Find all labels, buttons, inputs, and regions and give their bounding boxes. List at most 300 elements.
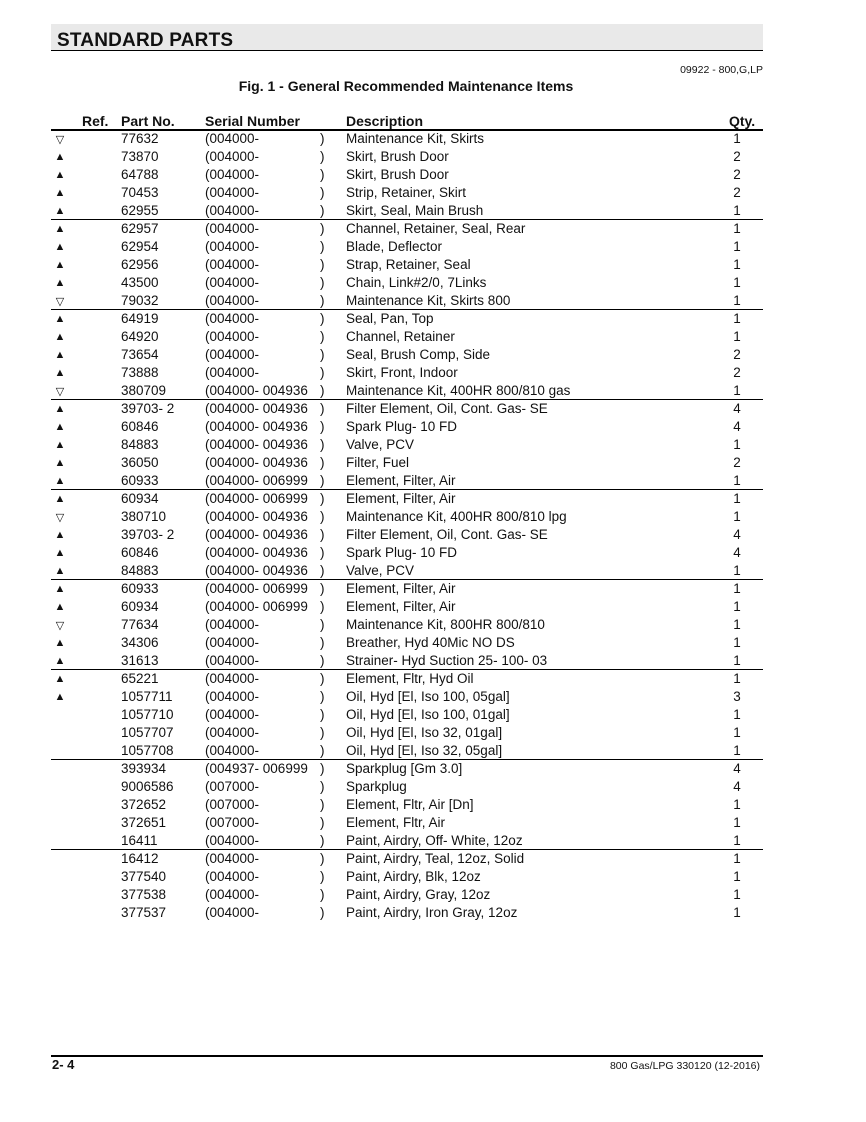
filled-triangle-icon: ▲ (54, 475, 66, 487)
serial-close: ) (320, 149, 325, 164)
table-row (0, 742, 866, 760)
description: Oil, Hyd [El, Iso 32, 01gal] (346, 725, 503, 740)
part-number: 77632 (121, 131, 159, 146)
table-row (0, 634, 866, 652)
quantity: 4 (733, 761, 741, 776)
serial-close: ) (320, 473, 325, 488)
serial-number: (004000- 004936 (205, 437, 308, 452)
quantity: 1 (733, 491, 741, 506)
quantity: 1 (733, 257, 741, 272)
table-row (0, 472, 866, 490)
serial-number: (004000- (205, 239, 260, 254)
filled-triangle-icon: ▲ (54, 601, 66, 613)
table-row (0, 508, 866, 526)
description: Paint, Airdry, Blk, 12oz (346, 869, 481, 884)
table-row (0, 454, 866, 472)
quantity: 1 (733, 239, 741, 254)
part-number: 372652 (121, 797, 167, 812)
table-row (0, 328, 866, 346)
table-row (0, 598, 866, 616)
parts-table (0, 130, 866, 922)
filled-triangle-icon: ▲ (54, 565, 66, 577)
footer-rule (51, 1055, 763, 1057)
filled-triangle-icon: ▲ (54, 547, 66, 559)
doc-code: 09922 - 800,G,LP (680, 64, 763, 76)
serial-close: ) (320, 635, 325, 650)
serial-number: (004000- 004936 (205, 383, 308, 398)
serial-close: ) (320, 419, 325, 434)
quantity: 1 (733, 797, 741, 812)
serial-close: ) (320, 851, 325, 866)
quantity: 1 (733, 653, 741, 668)
serial-close: ) (320, 599, 325, 614)
part-number: 16411 (121, 833, 158, 848)
part-number: 43500 (121, 275, 159, 290)
part-number: 73654 (121, 347, 159, 362)
serial-number: (004000- 004936 (205, 527, 308, 542)
part-number: 380709 (121, 383, 167, 398)
quantity: 1 (733, 473, 741, 488)
part-number: 31613 (121, 653, 159, 668)
part-number: 60933 (121, 473, 159, 488)
description: Sparkplug [Gm 3.0] (346, 761, 463, 776)
table-row (0, 364, 866, 382)
serial-close: ) (320, 761, 325, 776)
quantity: 1 (733, 617, 741, 632)
serial-close: ) (320, 833, 325, 848)
part-number: 60934 (121, 599, 159, 614)
serial-number: (004000- (205, 725, 260, 740)
part-number: 34306 (121, 635, 159, 650)
page-number: 2- 4 (52, 1057, 75, 1072)
description: Blade, Deflector (346, 239, 443, 254)
table-row (0, 688, 866, 706)
filled-triangle-icon: ▲ (54, 421, 66, 433)
serial-number: (004000- (205, 365, 260, 380)
table-row (0, 814, 866, 832)
part-number: 36050 (121, 455, 159, 470)
description: Oil, Hyd [El, Iso 100, 05gal] (346, 689, 510, 704)
serial-close: ) (320, 455, 325, 470)
filled-triangle-icon: ▲ (54, 151, 66, 163)
serial-close: ) (320, 527, 325, 542)
serial-number: (004000- 004936 (205, 509, 308, 524)
figure-title: Fig. 1 - General Recommended Maintenance Items (238, 78, 574, 94)
table-row (0, 832, 866, 850)
serial-close: ) (320, 167, 325, 182)
table-row (0, 148, 866, 166)
serial-number: (004000- (205, 257, 260, 272)
description: Maintenance Kit, 400HR 800/810 gas (346, 383, 571, 398)
description: Chain, Link#2/0, 7Links (346, 275, 487, 290)
part-number: 84883 (121, 563, 159, 578)
col-header-description: Description (346, 113, 424, 129)
quantity: 2 (733, 167, 741, 182)
quantity: 4 (733, 527, 741, 542)
serial-number: (004000- 006999 (205, 581, 308, 596)
footer-doc-id: 800 Gas/LPG 330120 (12-2016) (609, 1060, 760, 1072)
serial-close: ) (320, 509, 325, 524)
serial-number: (004000- (205, 149, 260, 164)
filled-triangle-icon: ▲ (54, 493, 66, 505)
serial-number: (004000- (205, 617, 260, 632)
quantity: 1 (733, 833, 741, 848)
description: Maintenance Kit, 800HR 800/810 (346, 617, 545, 632)
part-number: 60846 (121, 545, 159, 560)
serial-number: (004000- (205, 689, 260, 704)
table-row (0, 670, 866, 688)
quantity: 1 (733, 131, 741, 146)
description: Skirt, Front, Indoor (346, 365, 458, 380)
description: Strap, Retainer, Seal (346, 257, 471, 272)
serial-number: (007000- (205, 797, 260, 812)
filled-triangle-icon: ▲ (54, 673, 66, 685)
part-number: 377540 (121, 869, 167, 884)
description: Paint, Airdry, Iron Gray, 12oz (346, 905, 518, 920)
part-number: 70453 (121, 185, 159, 200)
serial-close: ) (320, 653, 325, 668)
table-row (0, 760, 866, 778)
serial-close: ) (320, 203, 325, 218)
serial-number: (004937- 006999 (205, 761, 308, 776)
serial-number: (004000- (205, 743, 260, 758)
serial-close: ) (320, 887, 325, 902)
part-number: 62954 (121, 239, 159, 254)
serial-close: ) (320, 689, 325, 704)
filled-triangle-icon: ▲ (54, 457, 66, 469)
col-header-serial: Serial Number (205, 113, 300, 129)
serial-close: ) (320, 725, 325, 740)
description: Strip, Retainer, Skirt (346, 185, 467, 200)
filled-triangle-icon: ▲ (54, 655, 66, 667)
serial-number: (004000- (205, 311, 260, 326)
part-number: 9006586 (121, 779, 174, 794)
description: Seal, Brush Comp, Side (346, 347, 491, 362)
part-number: 1057711 (121, 689, 173, 704)
description: Filter Element, Oil, Cont. Gas- SE (346, 401, 548, 416)
table-row (0, 724, 866, 742)
serial-close: ) (320, 545, 325, 560)
table-row (0, 310, 866, 328)
col-header-ref: Ref. (82, 113, 109, 129)
filled-triangle-icon: ▲ (54, 169, 66, 181)
table-row (0, 796, 866, 814)
quantity: 1 (733, 581, 741, 596)
serial-number: (004000- 004936 (205, 455, 308, 470)
serial-number: (004000- 004936 (205, 563, 308, 578)
description: Element, Filter, Air (346, 581, 456, 596)
table-row (0, 526, 866, 544)
part-number: 65221 (121, 671, 159, 686)
description: Valve, PCV (346, 437, 415, 452)
table-row (0, 868, 866, 886)
description: Strainer- Hyd Suction 25- 100- 03 (346, 653, 548, 668)
quantity: 4 (733, 419, 741, 434)
quantity: 1 (733, 635, 741, 650)
quantity: 1 (733, 599, 741, 614)
part-number: 84883 (121, 437, 159, 452)
quantity: 1 (733, 329, 741, 344)
filled-triangle-icon: ▲ (54, 583, 66, 595)
description: Skirt, Brush Door (346, 167, 449, 182)
serial-close: ) (320, 563, 325, 578)
part-number: 372651 (121, 815, 167, 830)
quantity: 1 (733, 293, 741, 308)
filled-triangle-icon: ▲ (54, 205, 66, 217)
filled-triangle-icon: ▲ (54, 349, 66, 361)
filled-triangle-icon: ▲ (54, 259, 66, 271)
serial-number: (004000- (205, 275, 260, 290)
table-row (0, 616, 866, 634)
part-number: 393934 (121, 761, 167, 776)
part-number: 60933 (121, 581, 159, 596)
part-number: 60846 (121, 419, 159, 434)
table-row (0, 184, 866, 202)
filled-triangle-icon: ▲ (54, 637, 66, 649)
serial-close: ) (320, 815, 325, 830)
quantity: 4 (733, 545, 741, 560)
description: Seal, Pan, Top (346, 311, 434, 326)
description: Skirt, Seal, Main Brush (346, 203, 484, 218)
table-row (0, 904, 866, 922)
part-number: 64920 (121, 329, 159, 344)
quantity: 1 (733, 275, 741, 290)
part-number: 77634 (121, 617, 159, 632)
quantity: 1 (733, 311, 741, 326)
part-number: 39703- 2 (121, 401, 175, 416)
quantity: 4 (733, 779, 741, 794)
serial-close: ) (320, 221, 325, 236)
serial-number: (004000- 006999 (205, 473, 308, 488)
description: Element, Fltr, Air (346, 815, 446, 830)
filled-triangle-icon: ▲ (54, 187, 66, 199)
description: Element, Filter, Air (346, 599, 456, 614)
part-number: 1057708 (121, 743, 174, 758)
serial-number: (007000- (205, 779, 260, 794)
serial-number: (004000- 006999 (205, 491, 308, 506)
table-row (0, 130, 866, 148)
table-row (0, 418, 866, 436)
serial-close: ) (320, 347, 325, 362)
description: Sparkplug (346, 779, 407, 794)
filled-triangle-icon: ▲ (54, 313, 66, 325)
serial-number: (004000- 004936 (205, 545, 308, 560)
description: Channel, Retainer (346, 329, 455, 344)
serial-close: ) (320, 293, 325, 308)
description: Valve, PCV (346, 563, 415, 578)
table-row (0, 274, 866, 292)
description: Oil, Hyd [El, Iso 100, 01gal] (346, 707, 510, 722)
description: Maintenance Kit, Skirts (346, 131, 485, 146)
description: Element, Filter, Air (346, 491, 456, 506)
serial-close: ) (320, 617, 325, 632)
quantity: 1 (733, 905, 741, 920)
description: Skirt, Brush Door (346, 149, 449, 164)
table-row (0, 652, 866, 670)
description: Paint, Airdry, Teal, 12oz, Solid (346, 851, 525, 866)
serial-close: ) (320, 869, 325, 884)
serial-number: (007000- (205, 815, 260, 830)
serial-number: (004000- (205, 833, 260, 848)
serial-number: (004000- (205, 293, 260, 308)
description: Maintenance Kit, 400HR 800/810 lpg (346, 509, 567, 524)
serial-close: ) (320, 257, 325, 272)
outline-triangle-icon: ▽ (55, 296, 65, 308)
quantity: 1 (733, 869, 741, 884)
table-row (0, 238, 866, 256)
serial-close: ) (320, 437, 325, 452)
part-number: 79032 (121, 293, 159, 308)
description: Oil, Hyd [El, Iso 32, 05gal] (346, 743, 503, 758)
filled-triangle-icon: ▲ (54, 277, 66, 289)
table-row (0, 778, 866, 796)
quantity: 1 (733, 221, 741, 236)
serial-number: (004000- (205, 851, 260, 866)
description: Paint, Airdry, Gray, 12oz (346, 887, 491, 902)
serial-number: (004000- (205, 347, 260, 362)
table-row (0, 346, 866, 364)
description: Spark Plug- 10 FD (346, 419, 458, 434)
serial-close: ) (320, 185, 325, 200)
table-row (0, 886, 866, 904)
quantity: 2 (733, 365, 741, 380)
serial-number: (004000- 004936 (205, 419, 308, 434)
serial-number: (004000- (205, 707, 260, 722)
description: Maintenance Kit, Skirts 800 (346, 293, 511, 308)
filled-triangle-icon: ▲ (54, 223, 66, 235)
quantity: 1 (733, 383, 741, 398)
quantity: 4 (733, 401, 741, 416)
serial-close: ) (320, 311, 325, 326)
serial-close: ) (320, 779, 325, 794)
table-row (0, 436, 866, 454)
serial-close: ) (320, 797, 325, 812)
serial-number: (004000- (205, 653, 260, 668)
section-title: STANDARD PARTS (57, 30, 234, 51)
description: Element, Fltr, Hyd Oil (346, 671, 474, 686)
quantity: 2 (733, 455, 741, 470)
outline-triangle-icon: ▽ (55, 620, 65, 632)
outline-triangle-icon: ▽ (55, 512, 65, 524)
description: Element, Fltr, Air [Dn] (346, 797, 474, 812)
quantity: 3 (733, 689, 741, 704)
description: Spark Plug- 10 FD (346, 545, 458, 560)
serial-number: (004000- 006999 (205, 599, 308, 614)
serial-number: (004000- (205, 167, 260, 182)
quantity: 2 (733, 347, 741, 362)
serial-close: ) (320, 671, 325, 686)
serial-number: (004000- 004936 (205, 401, 308, 416)
quantity: 2 (733, 149, 741, 164)
serial-number: (004000- (205, 905, 260, 920)
outline-triangle-icon: ▽ (55, 134, 65, 146)
description: Breather, Hyd 40Mic NO DS (346, 635, 515, 650)
part-number: 62957 (121, 221, 159, 236)
quantity: 2 (733, 185, 741, 200)
serial-close: ) (320, 275, 325, 290)
filled-triangle-icon: ▲ (54, 241, 66, 253)
table-row (0, 706, 866, 724)
part-number: 73888 (121, 365, 159, 380)
description: Paint, Airdry, Off- White, 12oz (346, 833, 523, 848)
quantity: 1 (733, 563, 741, 578)
part-number: 60934 (121, 491, 159, 506)
serial-close: ) (320, 743, 325, 758)
part-number: 16412 (121, 851, 159, 866)
part-number: 62956 (121, 257, 159, 272)
part-number: 377537 (121, 905, 167, 920)
description: Channel, Retainer, Seal, Rear (346, 221, 526, 236)
part-number: 377538 (121, 887, 167, 902)
table-row (0, 202, 866, 220)
serial-number: (004000- (205, 203, 260, 218)
quantity: 1 (733, 743, 741, 758)
col-header-qty: Qty. (729, 113, 756, 129)
part-number: 39703- 2 (121, 527, 175, 542)
serial-number: (004000- (205, 869, 260, 884)
filled-triangle-icon: ▲ (54, 367, 66, 379)
quantity: 1 (733, 671, 741, 686)
serial-number: (004000- (205, 887, 260, 902)
part-number: 64919 (121, 311, 159, 326)
serial-number: (004000- (205, 131, 260, 146)
serial-close: ) (320, 905, 325, 920)
part-number: 1057707 (121, 725, 174, 740)
outline-triangle-icon: ▽ (55, 386, 65, 398)
table-row (0, 850, 866, 868)
serial-number: (004000- (205, 329, 260, 344)
quantity: 1 (733, 437, 741, 452)
quantity: 1 (733, 203, 741, 218)
serial-number: (004000- (205, 671, 260, 686)
serial-close: ) (320, 329, 325, 344)
filled-triangle-icon: ▲ (54, 529, 66, 541)
table-row (0, 400, 866, 418)
serial-close: ) (320, 401, 325, 416)
part-number: 64788 (121, 167, 159, 182)
table-row (0, 490, 866, 508)
quantity: 1 (733, 707, 741, 722)
table-row (0, 562, 866, 580)
part-number: 62955 (121, 203, 159, 218)
quantity: 1 (733, 887, 741, 902)
serial-number: (004000- (205, 185, 260, 200)
quantity: 1 (733, 815, 741, 830)
description: Filter, Fuel (346, 455, 410, 470)
serial-number: (004000- (205, 221, 260, 236)
filled-triangle-icon: ▲ (54, 403, 66, 415)
part-number: 73870 (121, 149, 159, 164)
filled-triangle-icon: ▲ (54, 331, 66, 343)
table-row (0, 256, 866, 274)
part-number: 1057710 (121, 707, 174, 722)
serial-number: (004000- (205, 635, 260, 650)
filled-triangle-icon: ▲ (54, 691, 66, 703)
col-header-part: Part No. (121, 113, 175, 129)
section-header-bar (51, 24, 763, 51)
table-row (0, 166, 866, 184)
description: Filter Element, Oil, Cont. Gas- SE (346, 527, 548, 542)
filled-triangle-icon: ▲ (54, 439, 66, 451)
serial-close: ) (320, 707, 325, 722)
table-row (0, 220, 866, 238)
serial-close: ) (320, 239, 325, 254)
quantity: 1 (733, 725, 741, 740)
table-row (0, 544, 866, 562)
quantity: 1 (733, 509, 741, 524)
quantity: 1 (733, 851, 741, 866)
serial-close: ) (320, 383, 325, 398)
